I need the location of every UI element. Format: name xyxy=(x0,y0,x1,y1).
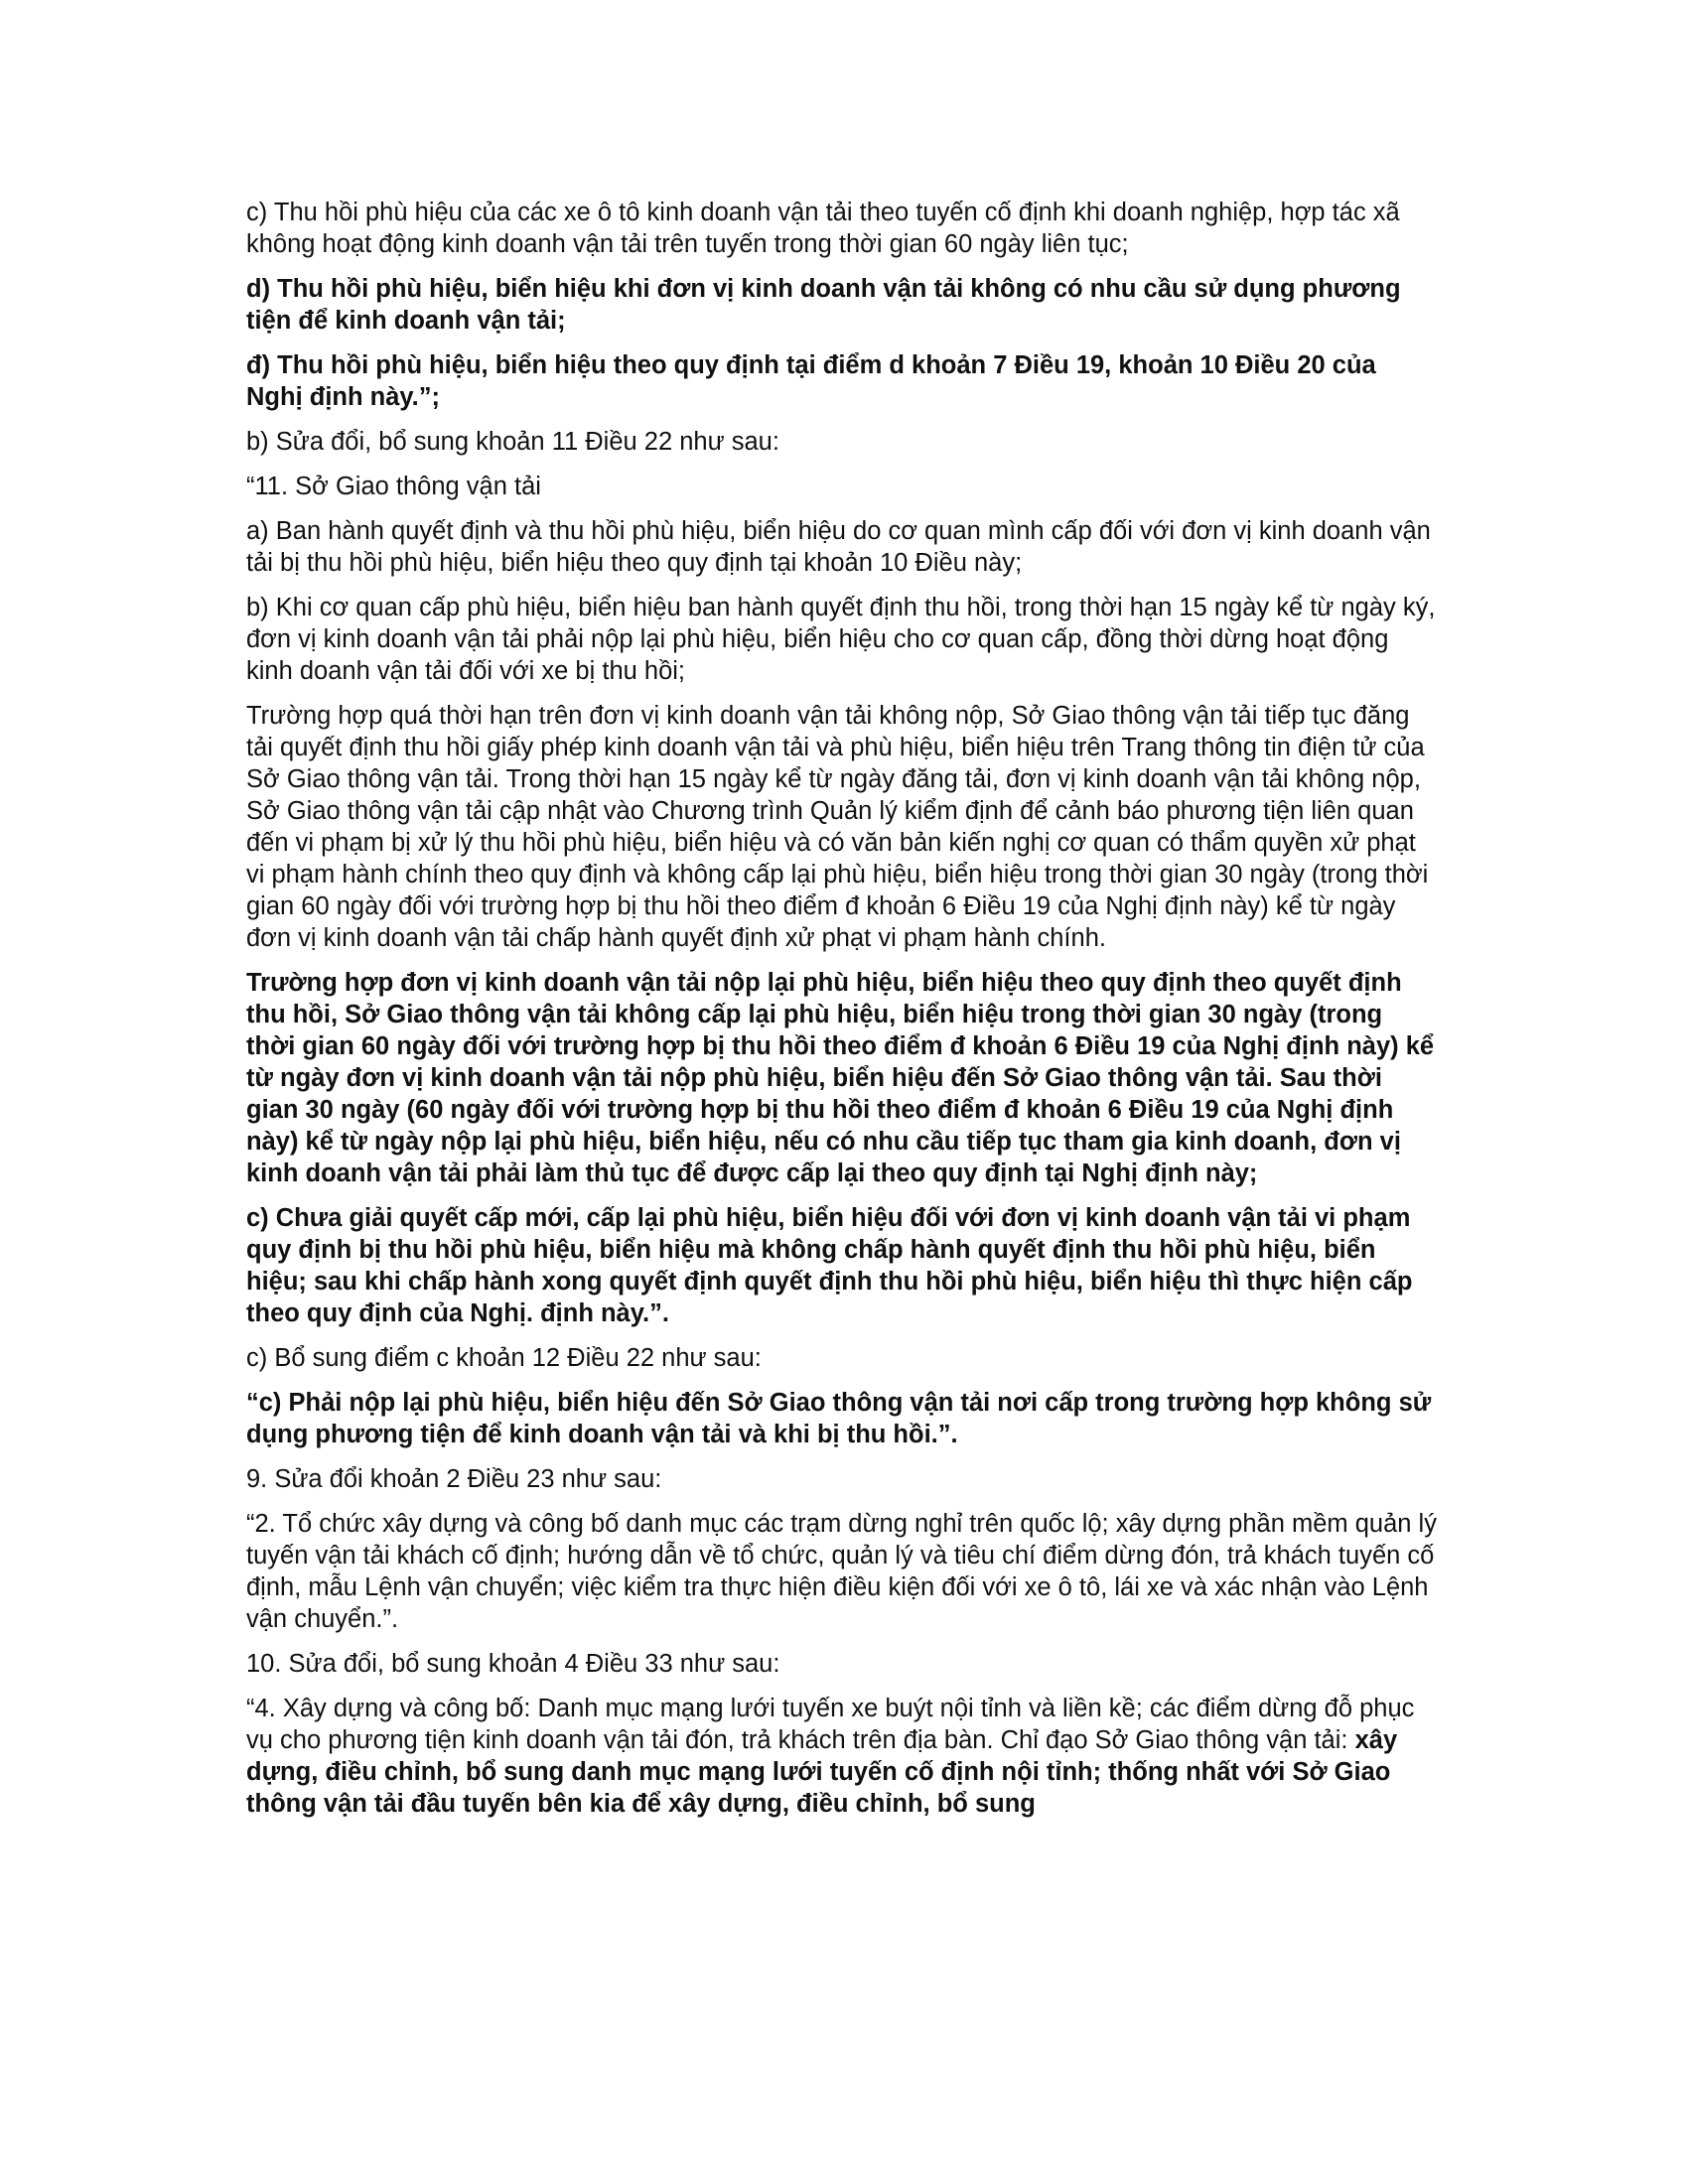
paragraph-2: d) Thu hồi phù hiệu, biển hiệu khi đơn vị kinh doanh vận tải không có nhu cầu sử dụng phương tiện để kinh doanh vận tải; xyxy=(246,275,1401,335)
paragraph-5: “11. Sở Giao thông vận tải xyxy=(246,473,541,500)
paragraph-10: c) Chưa giải quyết cấp mới, cấp lại phù hiệu, biển hiệu đối với đơn vị kinh doanh vận tải vi phạm quy định bị thu hồi phù hiệu, biển hiệu mà không chấp hành quyết định thu hồi phù hiệu, biển hiệu; sau khi chấp hành xong quyết định quyết định thu hồi phù hiệu, biển hiệu thì thực hiện cấp theo quy định của Nghị. định này.”. xyxy=(246,1204,1413,1327)
paragraph-3: đ) Thu hồi phù hiệu, biển hiệu theo quy định tại điểm d khoản 7 Điều 19, khoản 10 Điều 20 của Nghị định này.”; xyxy=(246,351,1376,411)
paragraph-16-bold: xây dựng, điều chỉnh, bổ sung danh mục mạng lưới tuyến cố định nội tỉnh; thống nhất với Sở Giao thông vận tải đầu tuyến bên kia để xây dựng, điều chỉnh, bổ sung xyxy=(246,1726,1398,1818)
paragraph-15: 10. Sửa đổi, bổ sung khoản 4 Điều 33 như sau: xyxy=(246,1650,780,1678)
paragraph-7: b) Khi cơ quan cấp phù hiệu, biển hiệu ban hành quyết định thu hồi, trong thời hạn 15 ngày kể từ ngày ký, đơn vị kinh doanh vận tải phải nộp lại phù hiệu, biển hiệu cho cơ quan cấp, đồng thời dừng hoạt động kinh doanh vận tải đối với xe bị thu hồi; xyxy=(246,594,1436,685)
paragraph-8: Trường hợp quá thời hạn trên đơn vị kinh doanh vận tải không nộp, Sở Giao thông vận tải tiếp tục đăng tải quyết định thu hồi giấy phép kinh doanh vận tải và phù hiệu, biển hiệu trên Trang thông tin điện tử của Sở Giao thông vận tải. Trong thời hạn 15 ngày kể từ ngày đăng tải, đơn vị kinh doanh vận tải không nộp, Sở Giao thông vận tải cập nhật vào Chương trình Quản lý kiểm định để cảnh báo phương tiện liên quan đến vi phạm bị xử lý thu hồi phù hiệu, biển hiệu và có văn bản kiến nghị cơ quan có thẩm quyền xử phạt vi phạm hành chính theo quy định và không cấp lại phù hiệu, biển hiệu trong thời gian 30 ngày (trong thời gian 60 ngày đối với trường hợp bị thu hồi theo điểm đ khoản 6 Điều 19 của Nghị định này) kể từ ngày đơn vị kinh doanh vận tải chấp hành quyết định xử phạt vi phạm hành chính. xyxy=(246,702,1429,952)
paragraph-9: Trường hợp đơn vị kinh doanh vận tải nộp lại phù hiệu, biển hiệu theo quy định theo quyết định thu hồi, Sở Giao thông vận tải không cấp lại phù hiệu, biển hiệu trong thời gian 30 ngày (trong thời gian 60 ngày đối với trường hợp bị thu hồi theo điểm đ khoản 6 Điều 19 của Nghị định này) kể từ ngày đơn vị kinh doanh vận tải nộp phù hiệu, biển hiệu đến Sở Giao thông vận tải. Sau thời gian 30 ngày (60 ngày đối với trường hợp bị thu hồi theo điểm đ khoản 6 Điều 19 của Nghị định này) kể từ ngày nộp lại phù hiệu, biển hiệu, nếu có nhu cầu tiếp tục tham gia kinh doanh, đơn vị kinh doanh vận tải phải làm thủ tục để được cấp lại theo quy định tại Nghị định này; xyxy=(246,969,1435,1187)
paragraph-4: b) Sửa đổi, bổ sung khoản 11 Điều 22 như sau: xyxy=(246,428,779,456)
paragraph-16-regular: “4. Xây dựng và công bố: Danh mục mạng lưới tuyến xe buýt nội tỉnh và liền kề; các điểm dừng đỗ phục vụ cho phương tiện kinh doanh vận tải đón, trả khách trên địa bàn. Chỉ đạo Sở Giao thông vận tải: xyxy=(246,1695,1415,1754)
paragraph-13: 9. Sửa đổi khoản 2 Điều 23 như sau: xyxy=(246,1465,662,1493)
document-page xyxy=(246,197,1438,1833)
paragraph-16 xyxy=(246,1693,1438,1820)
paragraph-11: c) Bổ sung điểm c khoản 12 Điều 22 như sau: xyxy=(246,1344,762,1372)
paragraph-1: c) Thu hồi phù hiệu của các xe ô tô kinh doanh vận tải theo tuyến cố định khi doanh nghiệp, hợp tác xã không hoạt động kinh doanh vận tải trên tuyến trong thời gian 60 ngày liên tục; xyxy=(246,199,1400,258)
paragraph-14: “2. Tổ chức xây dựng và công bố danh mục các trạm dừng nghỉ trên quốc lộ; xây dựng phần mềm quản lý tuyến vận tải khách cố định; hướng dẫn về tổ chức, quản lý và tiêu chí điểm dừng đón, trả khách tuyến cố định, mẫu Lệnh vận chuyển; việc kiểm tra thực hiện điều kiện đối với xe ô tô, lái xe và xác nhận vào Lệnh vận chuyển.”. xyxy=(246,1510,1437,1633)
paragraph-12: “c) Phải nộp lại phù hiệu, biển hiệu đến Sở Giao thông vận tải nơi cấp trong trường hợp không sử dụng phương tiện để kinh doanh vận tải và khi bị thu hồi.”. xyxy=(246,1389,1432,1448)
paragraph-6: a) Ban hành quyết định và thu hồi phù hiệu, biển hiệu do cơ quan mình cấp đối với đơn vị kinh doanh vận tải bị thu hồi phù hiệu, biển hiệu theo quy định tại khoản 10 Điều này; xyxy=(246,517,1431,577)
